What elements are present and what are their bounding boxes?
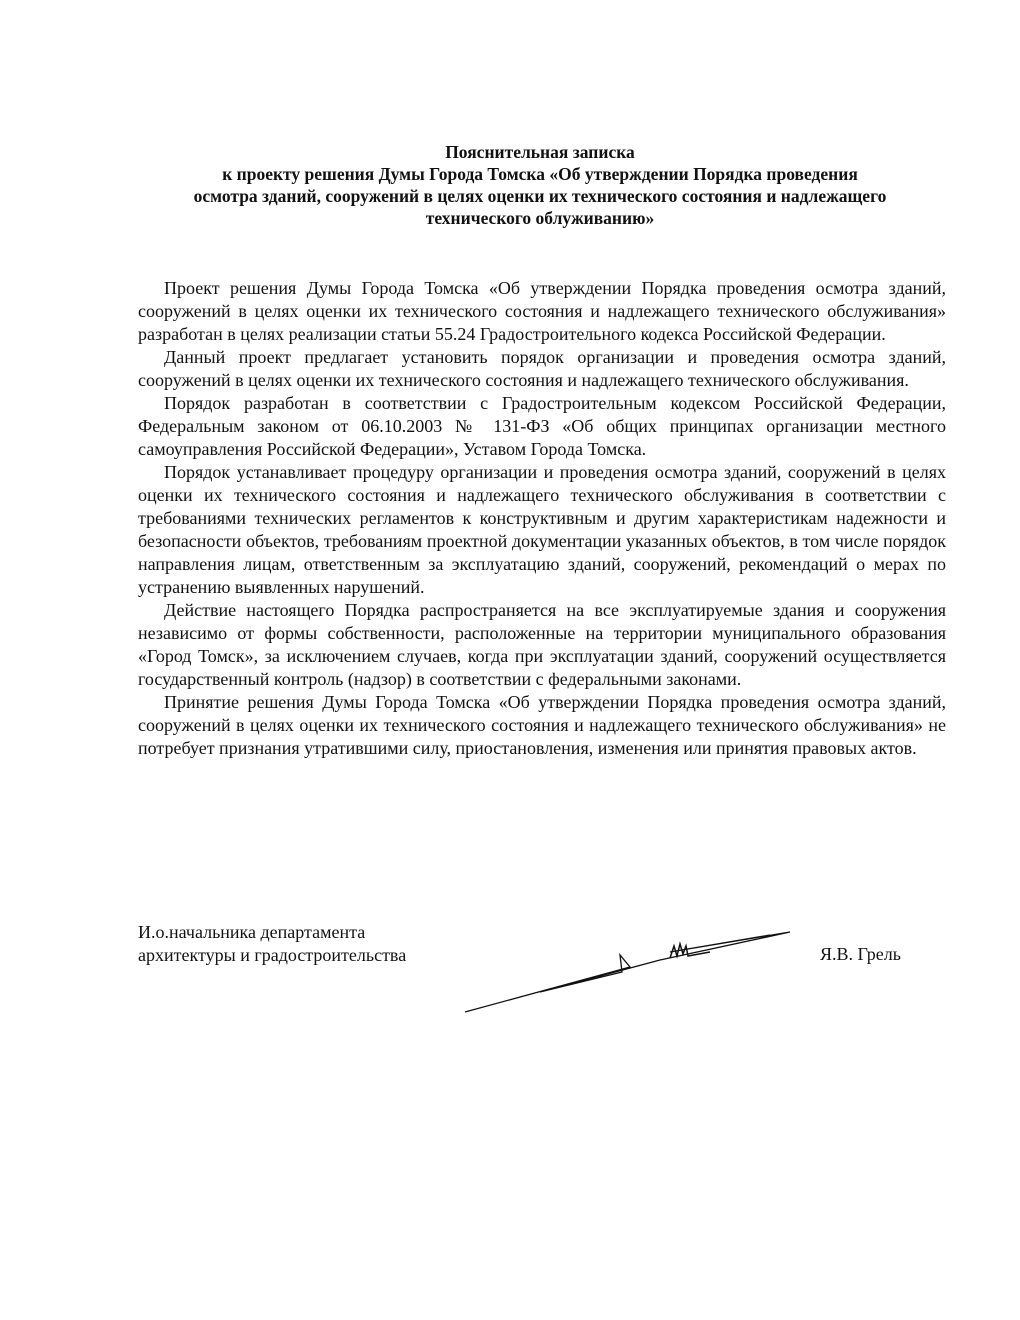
signatory-name: Я.В. Грель — [820, 944, 901, 964]
paragraph: Порядок разработан в соответствии с Градостроительным кодексом Российской Федерации, Федеральным законом от 06.10.2003 № 131-ФЗ «Об общих принципах организации местного самоуправления Российской Федерации», Уставом Города Томска. — [138, 393, 946, 459]
paragraph: Действие настоящего Порядка распространяется на все эксплуатируемые здания и сооружения независимо от формы собственности, расположенные на территории муниципального образования «Город Томск», за исключением случаев, когда при эксплуатации зданий, сооружений осуществляется государственный контроль (надзор) в соответствии с федеральными законами. — [138, 600, 946, 689]
document-body — [138, 277, 946, 760]
title-line-1: Пояснительная записка — [445, 142, 635, 162]
signatory-position — [138, 921, 406, 967]
title-line-2: к проекту решения Думы Города Томска «Об утверждении Порядка проведения — [222, 164, 858, 184]
title-line-3: осмотра зданий, сооружений в целях оценки их технического состояния и надлежащего — [193, 186, 887, 206]
handwritten-signature — [460, 920, 800, 1020]
paragraph: Проект решения Думы Города Томска «Об утверждении Порядка проведения осмотра зданий, сооружений в целях оценки их технического состояния и надлежащего технического обслуживания» разработан в целях реализации статьи 55.24 Градостроительного кодекса Российской Федерации. — [138, 278, 946, 344]
paragraph: Принятие решения Думы Города Томска «Об утверждении Порядка проведения осмотра зданий, сооружений в целях оценки их технического состояния и надлежащего технического обслуживания» не потребует признания утратившими силу, приостановления, изменения или принятия правовых актов. — [138, 692, 946, 758]
paragraph: Порядок устанавливает процедуру организации и проведения осмотра зданий, сооружений в целях оценки их технического состояния и надлежащего технического обслуживания в соответствии с требованиями технических регламентов к конструктивным и другим характеристикам надежности и безопасности объектов, требованиям проектной документации указанных объектов, в том числе порядок направления лицам, ответственным за эксплуатацию зданий, сооружений, рекомендаций о мерах по устранению выявленных нарушений. — [138, 462, 946, 597]
position-line-2: архитектуры и градостроительства — [138, 945, 407, 965]
title-line-4: технического облуживанию» — [425, 208, 655, 228]
paragraph: Данный проект предлагает установить порядок организации и проведения осмотра зданий, сооружений в целях оценки их технического состояния и надлежащего технического обслуживания. — [138, 347, 946, 390]
document-title — [120, 141, 960, 229]
position-line-1: И.о.начальника департамента — [138, 922, 366, 942]
